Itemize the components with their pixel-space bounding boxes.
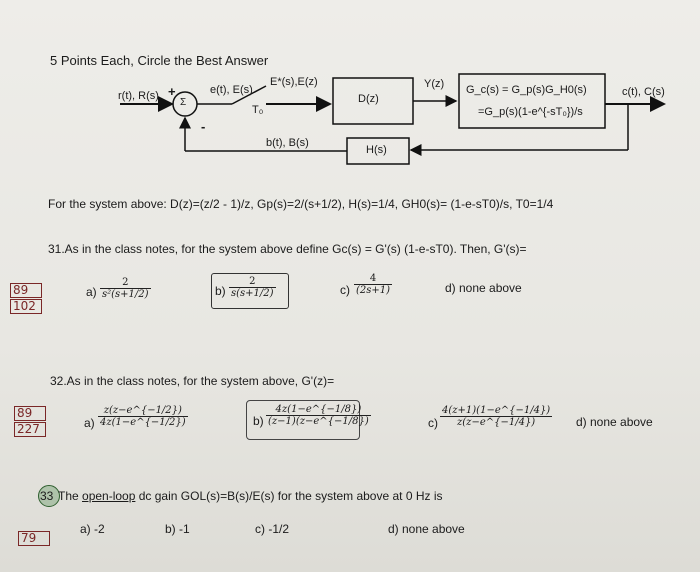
- e-label: e(t), E(s): [210, 84, 253, 96]
- q32-mark-1: 89: [14, 406, 46, 421]
- q33-text-pre: The: [58, 489, 83, 503]
- q31-c-num: 4: [354, 273, 392, 285]
- sampler-label: T₀: [252, 104, 264, 116]
- sum-symbol: Σ: [180, 97, 187, 108]
- q31-d-option[interactable]: d) none above: [445, 281, 522, 295]
- q31-a-fraction[interactable]: [100, 277, 151, 300]
- q31-b-label[interactable]: b): [215, 284, 226, 298]
- q33-d-option[interactable]: d) none above: [388, 522, 465, 536]
- q32-a-fraction[interactable]: [98, 405, 188, 428]
- y-label: Y(z): [424, 78, 445, 90]
- system-definition: For the system above: D(z)=(z/2 - 1)/z, Gp(s)=2/(s+1/2), H(s)=1/4, GH0(s)= (1-e-sT0)/s, T0=1/4: [48, 197, 554, 211]
- gc-line2: =G_p(s)(1-e^{-sT₀})/s: [478, 106, 583, 118]
- minus-sign: -: [201, 119, 206, 134]
- c-label: c(t), C(s): [622, 86, 665, 98]
- r-label: r(t), R(s): [118, 90, 159, 102]
- block-diagram: [0, 0, 700, 200]
- q32-b-label[interactable]: b): [253, 414, 264, 428]
- q33-b-option[interactable]: b) -1: [165, 522, 190, 536]
- gc-line1: G_c(s) = G_p(s)G_H0(s): [466, 84, 587, 96]
- q31-c-fraction[interactable]: [354, 273, 392, 296]
- q32-text: 32.As in the class notes, for the system above, G'(z)=: [50, 374, 335, 388]
- q31-b-fraction[interactable]: [229, 276, 276, 299]
- q33-c-option[interactable]: c) -1/2: [255, 522, 290, 536]
- q32-c-num: 4(z+1)(1−e^{−1/4}): [442, 405, 551, 416]
- dz-block-label: D(z): [358, 93, 379, 105]
- q33-text: [58, 489, 443, 503]
- q31-b-den: s(s+1/2): [231, 288, 274, 299]
- q32-c-fraction[interactable]: [440, 405, 552, 428]
- q31-mark-2: 102: [10, 299, 42, 314]
- q31-mark-1: 89: [10, 283, 42, 298]
- q33-mark: 79: [18, 531, 50, 546]
- q32-mark-2: 227: [14, 422, 46, 437]
- estar-label: E*(s),E(z): [270, 76, 318, 88]
- q32-d-option[interactable]: d) none above: [576, 415, 653, 429]
- q32-a-label[interactable]: a): [84, 416, 95, 430]
- q32-c-label[interactable]: c): [428, 416, 438, 430]
- q31-c-den: (2s+1): [356, 285, 391, 296]
- q32-b-den: (z−1)(z−e^{−1/8}): [268, 416, 369, 427]
- plus-sign: +: [168, 84, 176, 99]
- h-block-label: H(s): [366, 144, 387, 156]
- q31-a-num: 2: [100, 277, 151, 289]
- q33-text-post: dc gain GOL(s)=B(s)/E(s) for the system above at 0 Hz is: [135, 489, 443, 503]
- q33-number: 33: [40, 489, 54, 503]
- q32-b-fraction[interactable]: [266, 404, 371, 427]
- q31-a-den: s²(s+1/2): [102, 289, 149, 300]
- q32-a-num: z(z−e^{−1/2}): [98, 405, 188, 417]
- header-instructions: 5 Points Each, Circle the Best Answer: [50, 53, 269, 68]
- q33-text-underlined: open-loop: [82, 489, 136, 503]
- b-label: b(t), B(s): [266, 137, 309, 149]
- q31-text: 31.As in the class notes, for the system above define Gc(s) = G'(s) (1-e-sT0). Then, G'(s)=: [48, 242, 527, 256]
- q31-a-label[interactable]: a): [86, 285, 97, 299]
- q32-a-den: 4z(1−e^{−1/2}): [100, 417, 186, 428]
- q32-b-num: 4z(1−e^{−1/8}): [266, 404, 371, 416]
- gc-block: [459, 74, 605, 128]
- q31-c-label[interactable]: c): [340, 283, 350, 297]
- q32-c-den: z(z−e^{−1/4}): [457, 417, 536, 428]
- q31-b-num: 2: [229, 276, 276, 288]
- q33-a-option[interactable]: a) -2: [80, 522, 105, 536]
